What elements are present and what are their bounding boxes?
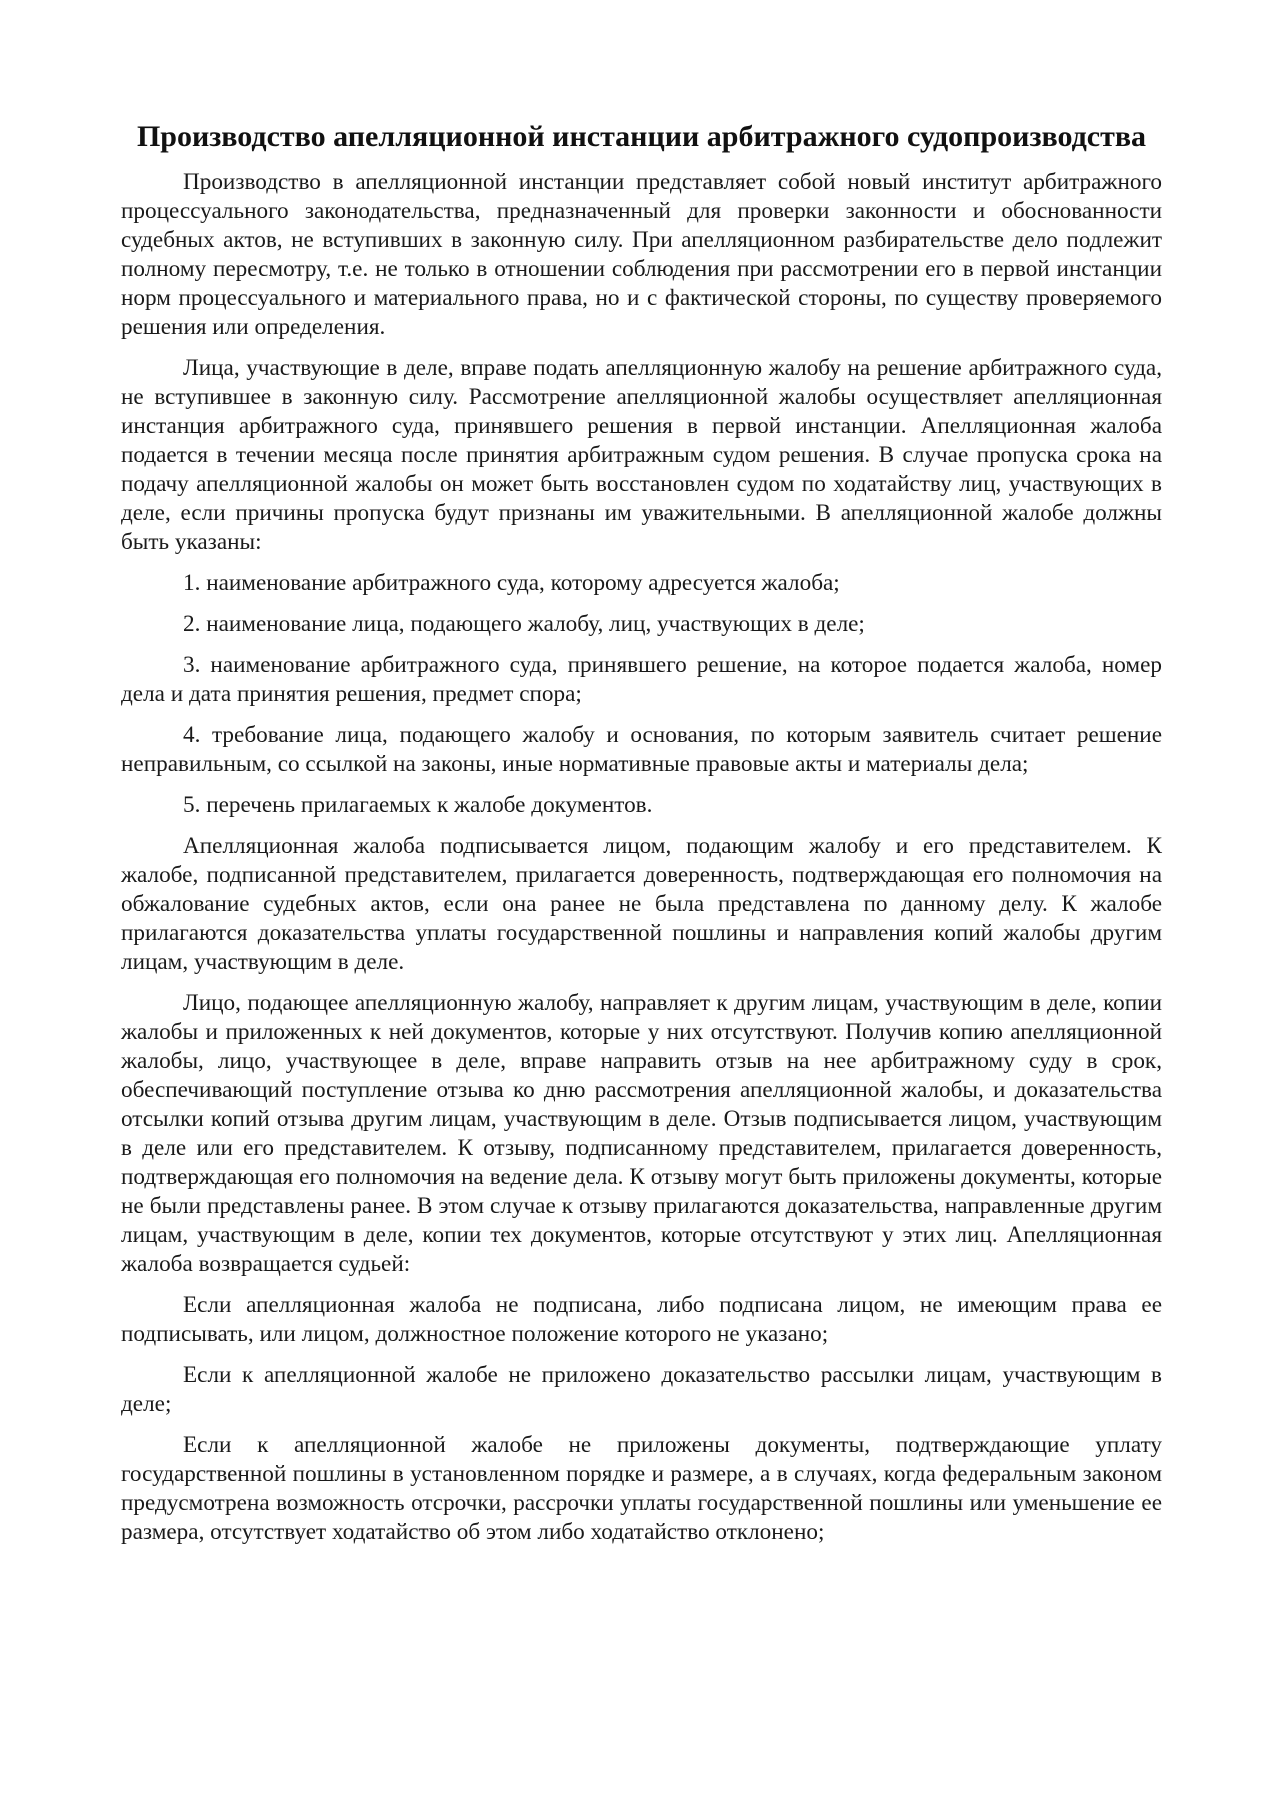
list-item-1: 1. наименование арбитражного суда, которому адресуется жалоба;: [183, 570, 840, 596]
paragraph-appeal-filing: Лица, участвующие в деле, вправе подать апелляционную жалобу на решение арбитражного суда, не вступившее в законную силу. Рассмотрение апелляционной жалобы осуществляет апелляционная инстанция арбитражного суда, принявшего решения в первой инстанции. Апелляционная жалоба подается в течении месяца после принятия арбитражным судом решения. В случае пропуска срока на подачу апелляционной жалобы он может быть восстановлен судом по ходатайству лиц, участвующих в деле, если причины пропуска будут признаны им уважительными. В апелляционной жалобе должны быть указаны:: [121, 355, 1162, 555]
list-item-5: 5. перечень прилагаемых к жалобе документов.: [183, 792, 653, 818]
document-title: Производство апелляционной инстанции арбитражного судопроизводства: [136, 120, 1147, 153]
paragraph-intro: Производство в апелляционной инстанции представляет собой новый институт арбитражного процессуального законодательства, предназначенный для проверки законности и обоснованности судебных актов, не вступивших в законную силу. При апелляционном разбирательстве дело подлежит полному пересмотру, т.е. не только в отношении соблюдения при рассмотрении его в первой инстанции норм процессуального и материального права, но и с фактической стороны, по существу проверяемого решения или определения.: [121, 169, 1162, 340]
list-item-3: 3. наименование арбитражного суда, принявшего решение, на которое подается жалоба, номер дела и дата принятия решения, предмет спора;: [121, 652, 1162, 707]
list-item-4: 4. требование лица, подающего жалобу и основания, по которым заявитель считает решение неправильным, со ссылкой на законы, иные нормативные правовые акты и материалы дела;: [121, 722, 1162, 777]
paragraph-return-no-proof: Если к апелляционной жалобе не приложено доказательство рассылки лицам, участвующим в деле;: [121, 1362, 1162, 1417]
paragraph-return-no-fee: Если к апелляционной жалобе не приложены документы, подтверждающие уплату государственной пошлины в установленном порядке и размере, а в случаях, когда федеральным законом предусмотрена возможность отсрочки, рассрочки уплаты государственной пошлины или уменьшение ее размера, отсутствует ходатайство об этом либо ходатайство отклонено;: [121, 1432, 1162, 1545]
paragraph-return-unsigned: Если апелляционная жалоба не подписана, либо подписана лицом, не имеющим права ее подписывать, или лицом, должностное положение которого не указано;: [121, 1292, 1162, 1347]
paragraph-copies: Лицо, подающее апелляционную жалобу, направляет к другим лицам, участвующим в деле, копии жалобы и приложенных к ней документов, которые у них отсутствуют. Получив копию апелляционной жалобы, лицо, участвующее в деле, вправе направить отзыв на нее арбитражному суду в срок, обеспечивающий поступление отзыва ко дню рассмотрения апелляционной жалобы, и доказательства отсылки копий отзыва другим лицам, участвующим в деле. Отзыв подписывается лицом, участвующим в деле или его представителем. К отзыву, подписанному представителем, прилагается доверенность, подтверждающая его полномочия на ведение дела. К отзыву могут быть приложены документы, которые не были представлены ранее. В этом случае к отзыву прилагаются доказательства, направленные другим лицам, участвующим в деле, копии тех документов, которые отсутствуют у этих лиц. Апелляционная жалоба возвращается судьей:: [121, 990, 1162, 1277]
list-item-2: 2. наименование лица, подающего жалобу, лиц, участвующих в деле;: [183, 611, 865, 637]
paragraph-signature: Апелляционная жалоба подписывается лицом, подающим жалобу и его представителем. К жалобе, подписанной представителем, прилагается доверенность, подтверждающая его полномочия на обжалование судебных актов, если она ранее не была представлена по данному делу. К жалобе прилагаются доказательства уплаты государственной пошлины и направления копий жалобы другим лицам, участвующим в деле.: [121, 833, 1162, 975]
document-page: [121, 118, 1162, 1559]
